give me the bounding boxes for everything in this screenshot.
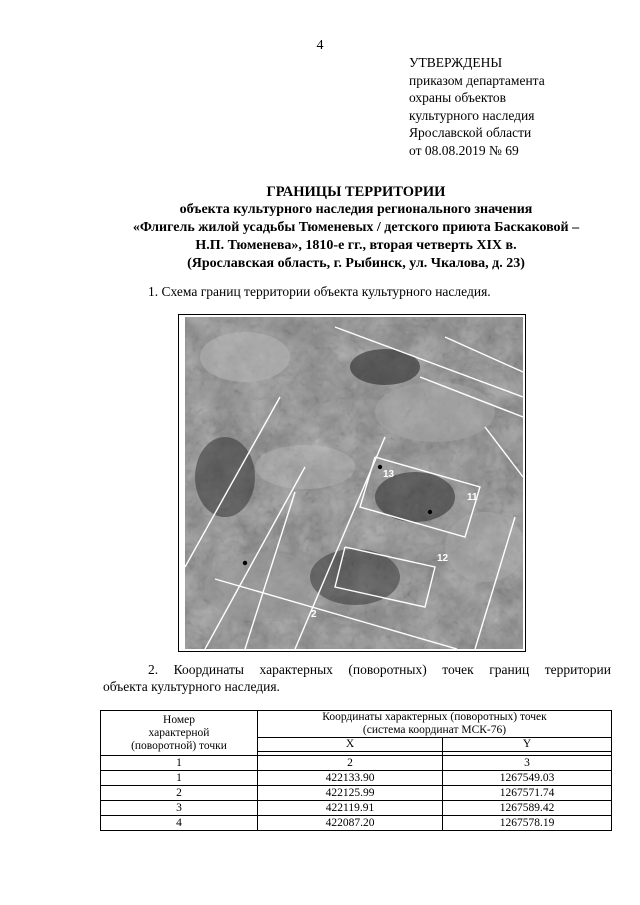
section-2-line: объекта культурного наследия. (103, 679, 280, 694)
approval-stamp (409, 54, 545, 160)
point-label: 11 (467, 492, 478, 503)
point-label: 12 (437, 553, 449, 564)
aerial-photo (185, 317, 523, 649)
approval-line: УТВЕРЖДЕНЫ (409, 55, 503, 70)
boundary-map (178, 314, 526, 652)
title-line: «Флигель жилой усадьбы Тюменевых / детского приюта Баскаковой – (132, 220, 580, 235)
header-point-number: Номер характерной (поворотной) точки (101, 711, 258, 756)
section-1-heading: 1. Схема границ территории объекта культурного наследия. (148, 284, 491, 299)
header-x: X (258, 738, 443, 752)
header-y: Y (443, 738, 612, 752)
point-label: 2 (311, 609, 317, 620)
table-row: 3 422119.91 1267589.42 (101, 801, 612, 816)
header-coordinates-group: Координаты характерных (поворотных) точек (система координат МСК-76) (258, 711, 612, 738)
title-line: (Ярославская область, г. Рыбинск, ул. Чкалова, д. 23) (187, 256, 525, 271)
document-title (100, 183, 612, 273)
approval-line: приказом департамента (409, 72, 545, 88)
approval-line: от 08.08.2019 № 69 (409, 142, 519, 158)
point-label: 13 (383, 469, 395, 480)
title-line: Н.П. Тюменева», 1810-е гг., вторая четверть XIX в. (195, 238, 517, 253)
approval-line: культурного наследия (409, 107, 535, 123)
section-2-heading (103, 661, 611, 695)
table-row: 4 422087.20 1267578.19 (101, 816, 612, 831)
approval-line: Ярославской области (409, 125, 532, 141)
page-number: 4 (316, 38, 324, 53)
section-2-line: 2. Координаты характерных (поворотных) точек границ территории (148, 662, 611, 677)
approval-line: охраны объектов (409, 90, 507, 106)
table-row: 2 422125.99 1267571.74 (101, 786, 612, 801)
title-main: ГРАНИЦЫ ТЕРРИТОРИИ (266, 184, 446, 200)
table-row: 1 422133.90 1267549.03 (101, 771, 612, 786)
column-numbering-row: 1 2 3 (101, 756, 612, 771)
coordinates-table (100, 710, 612, 831)
title-line: объекта культурного наследия регионального значения (179, 202, 533, 217)
